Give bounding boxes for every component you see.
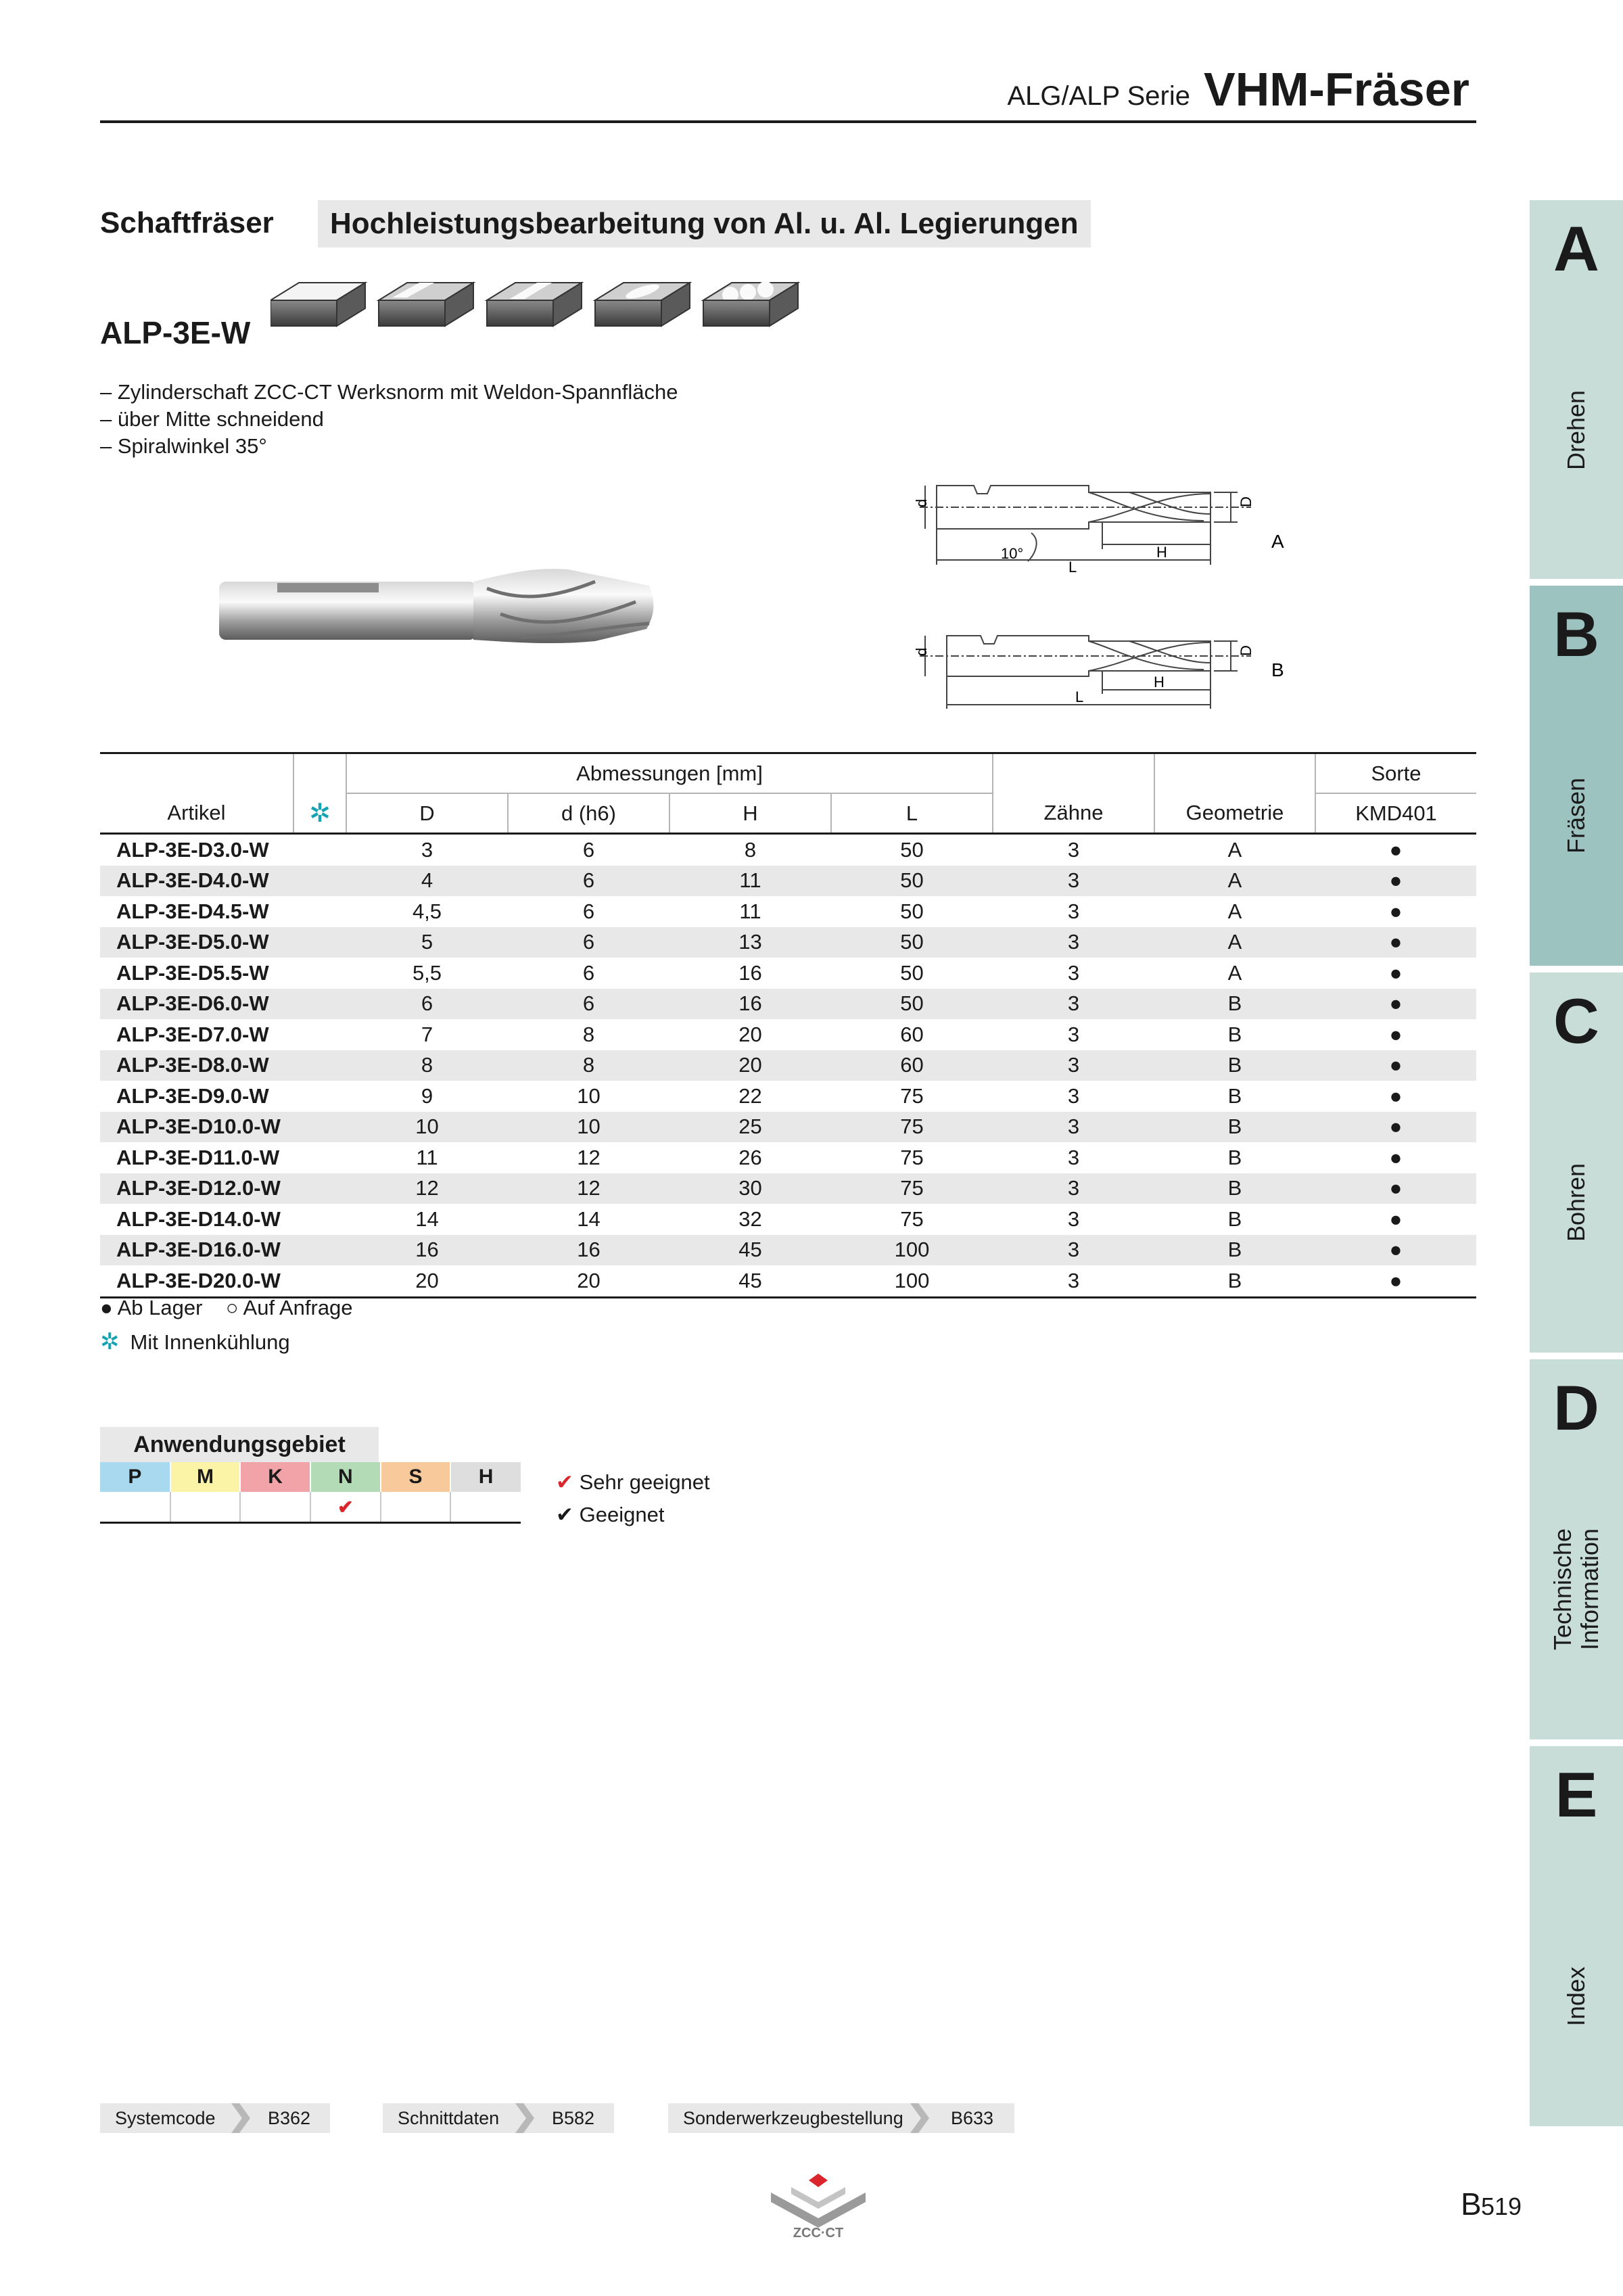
- geometry-cell: A: [1227, 960, 1242, 985]
- tab-letter: C: [1553, 985, 1599, 1056]
- page-title: VHM-Fräser: [1204, 63, 1469, 116]
- teeth-cell: 3: [1067, 837, 1080, 862]
- ref-page: B362: [268, 2108, 311, 2128]
- availability-cell: ●: [1389, 1022, 1403, 1046]
- cooling-cell: [293, 1265, 346, 1297]
- page-section-letter: B: [1461, 2186, 1482, 2222]
- cooling-cell: [293, 1112, 346, 1143]
- zcc-ct-logo: [764, 2164, 872, 2239]
- geometry-b-label: B: [1271, 659, 1284, 680]
- availability-cell: ●: [1315, 1235, 1476, 1266]
- teeth-cell: 3: [1067, 1206, 1080, 1231]
- geometry-cell: B: [1227, 1083, 1242, 1108]
- d-cell: 6: [582, 837, 595, 862]
- dim-D: D: [1238, 645, 1254, 656]
- d-cell: 8: [582, 1022, 595, 1046]
- cooling-cell: [293, 866, 346, 897]
- material-group-n: N: [310, 1462, 381, 1492]
- geometry-cell: A: [1227, 837, 1242, 862]
- H-cell: 22: [738, 1083, 762, 1108]
- pocket-milling-icon: [595, 281, 690, 326]
- table-row: [100, 1142, 1476, 1173]
- D-cell: 4: [346, 866, 508, 897]
- feature-item: – Spiralwinkel 35°: [100, 434, 267, 458]
- category-label: Schaftfräser: [100, 206, 274, 239]
- application-title: Anwendungsgebiet: [100, 1427, 379, 1462]
- L-cell: 50: [900, 899, 924, 923]
- dim-H: H: [1154, 674, 1165, 690]
- cooling-icon: ✲: [293, 793, 346, 834]
- teeth-cell: 3: [993, 1235, 1154, 1266]
- chevron-right-icon: [906, 2103, 933, 2133]
- cooling-cell: [293, 1235, 346, 1266]
- table-row: [100, 834, 1476, 866]
- page-number: 519: [1481, 2193, 1522, 2220]
- d-cell: 16: [508, 1235, 669, 1266]
- table-row: [100, 958, 1476, 989]
- article-cell: ALP-3E-D14.0-W: [116, 1206, 281, 1231]
- col-L: L: [831, 793, 993, 834]
- tab-drehen[interactable]: [1530, 200, 1623, 579]
- ref-sonderwerkzeugbestellung[interactable]: [668, 2103, 1014, 2133]
- geometry-cell: B: [1227, 1145, 1242, 1169]
- suitability-cell: ✔: [310, 1492, 381, 1523]
- table-row: [100, 896, 1476, 927]
- article-cell: ALP-3E-D16.0-W: [100, 1235, 293, 1266]
- D-cell: 5,5: [412, 960, 442, 985]
- table-row: [100, 1235, 1476, 1266]
- H-cell: 11: [739, 899, 761, 923]
- H-cell: 20: [669, 1050, 831, 1081]
- article-cell: ALP-3E-D3.0-W: [116, 837, 269, 862]
- tab-letter: E: [1555, 1759, 1598, 1830]
- availability-cell: ●: [1389, 899, 1403, 923]
- availability-cell: ●: [1315, 866, 1476, 897]
- col-teeth: Zähne: [993, 793, 1154, 834]
- shoulder-milling-icon: [379, 283, 473, 326]
- suitability-cell: [381, 1492, 451, 1523]
- dim-H: H: [1156, 544, 1167, 561]
- article-cell: ALP-3E-D9.0-W: [116, 1083, 269, 1108]
- cooling-cell: [293, 834, 346, 866]
- L-cell: 100: [831, 1265, 993, 1297]
- table-row: [100, 1050, 1476, 1081]
- cooling-legend: [100, 1328, 290, 1355]
- article-cell: ALP-3E-D5.0-W: [100, 927, 293, 958]
- material-grid: [100, 1462, 521, 1524]
- article-cell: ALP-3E-D6.0-W: [100, 989, 293, 1020]
- teeth-cell: 3: [993, 1265, 1154, 1297]
- chevron-right-icon: [511, 2103, 538, 2133]
- geometry-cell: A: [1154, 866, 1315, 897]
- H-cell: 16: [669, 989, 831, 1020]
- geometry-cell: B: [1154, 1173, 1315, 1204]
- dim-L: L: [1068, 559, 1077, 576]
- L-cell: 75: [900, 1145, 924, 1169]
- table-row: [100, 866, 1476, 897]
- availability-cell: ●: [1315, 1050, 1476, 1081]
- d-cell: 12: [577, 1145, 601, 1169]
- tab-label: Drehen: [1562, 390, 1590, 471]
- H-cell: 45: [669, 1265, 831, 1297]
- col-article: Artikel: [100, 793, 293, 834]
- availability-cell: ●: [1389, 837, 1403, 862]
- D-cell: 4,5: [412, 899, 442, 923]
- availability-cell: ●: [1315, 989, 1476, 1020]
- H-cell: 20: [738, 1022, 762, 1046]
- ref-page: B582: [552, 2108, 595, 2128]
- D-cell: 6: [346, 989, 508, 1020]
- material-group-h: H: [450, 1462, 521, 1492]
- dim-d: d: [913, 498, 930, 507]
- geometry-cell: A: [1154, 927, 1315, 958]
- product-name: ALP-3E-W: [100, 315, 251, 350]
- cooling-cell: [293, 958, 346, 989]
- availability-cell: ●: [1389, 1145, 1403, 1169]
- article-cell: ALP-3E-D12.0-W: [100, 1173, 293, 1204]
- col-d: d (h6): [508, 793, 669, 834]
- suitability-cell: [100, 1492, 170, 1523]
- suitability-cell: [450, 1492, 521, 1523]
- article-cell: ALP-3E-D8.0-W: [100, 1050, 293, 1081]
- check-icon-red: ✔: [556, 1470, 573, 1494]
- feature-list: [100, 379, 678, 460]
- ref-systemcode[interactable]: [100, 2103, 330, 2133]
- ref-label: Systemcode: [115, 2108, 216, 2128]
- table-row: [100, 1019, 1476, 1050]
- availability-cell: ●: [1315, 1112, 1476, 1143]
- tab-index[interactable]: [1530, 1746, 1623, 2126]
- legend-request: ○ Auf Anfrage: [225, 1296, 353, 1319]
- teeth-cell: 3: [1067, 899, 1080, 923]
- L-cell: 50: [900, 960, 924, 985]
- L-cell: 75: [831, 1112, 993, 1143]
- D-cell: 10: [346, 1112, 508, 1143]
- geometry-cell: B: [1154, 1265, 1315, 1297]
- d-cell: 6: [508, 927, 669, 958]
- cooling-cell: [293, 1019, 346, 1050]
- D-cell: 14: [415, 1206, 439, 1231]
- dim-D: D: [1238, 496, 1254, 507]
- d-cell: 20: [508, 1265, 669, 1297]
- tab-letter: D: [1553, 1372, 1599, 1443]
- L-cell: 50: [831, 989, 993, 1020]
- d-cell: 12: [508, 1173, 669, 1204]
- ref-schnittdaten[interactable]: [383, 2103, 614, 2133]
- series-label: ALG/ALP Serie: [1007, 81, 1190, 111]
- availability-cell: ●: [1389, 1206, 1403, 1231]
- L-cell: 50: [831, 866, 993, 897]
- col-D: D: [346, 793, 508, 834]
- table-row: [100, 1173, 1476, 1204]
- material-group-s: S: [381, 1462, 451, 1492]
- H-cell: 25: [669, 1112, 831, 1143]
- material-group-m: M: [170, 1462, 241, 1492]
- D-cell: 20: [346, 1265, 508, 1297]
- cooling-icon: ✲: [100, 1329, 120, 1355]
- feature-item: – über Mitte schneidend: [100, 407, 324, 431]
- H-cell: 8: [744, 837, 757, 862]
- tab-label: Fräsen: [1562, 777, 1590, 854]
- teeth-cell: 3: [993, 1173, 1154, 1204]
- article-cell: ALP-3E-D4.5-W: [116, 899, 269, 923]
- suitability-cell: [240, 1492, 310, 1523]
- L-cell: 75: [900, 1206, 924, 1231]
- spec-table: [100, 752, 1476, 1298]
- H-cell: 32: [738, 1206, 762, 1231]
- D-cell: 7: [421, 1022, 433, 1046]
- d-cell: 6: [582, 899, 595, 923]
- cooling-cell: [293, 896, 346, 927]
- table-row: [100, 1112, 1476, 1143]
- grade-header: Sorte: [1315, 753, 1476, 794]
- L-cell: 100: [831, 1235, 993, 1266]
- tab-label: Technische Information: [1549, 1528, 1603, 1651]
- teeth-cell: 3: [993, 866, 1154, 897]
- feature-item: – Zylinderschaft ZCC-CT Werksnorm mit Weldon-Spannfläche: [100, 380, 678, 404]
- material-group-p: P: [100, 1462, 170, 1492]
- legend-stock: ● Ab Lager: [100, 1296, 203, 1319]
- teeth-cell: 3: [993, 989, 1154, 1020]
- tab-bohren[interactable]: [1530, 973, 1623, 1353]
- availability-legend: [100, 1296, 353, 1320]
- dim-angle: 10°: [1001, 545, 1024, 562]
- drawing-geometry-a: [906, 473, 1285, 595]
- application-banner: Hochleistungsbearbeitung von Al. u. Al. Legierungen: [318, 200, 1091, 248]
- D-cell: 9: [421, 1083, 433, 1108]
- tab-fraesen[interactable]: [1530, 586, 1623, 966]
- table-row: [100, 1265, 1476, 1297]
- chevron-right-icon: [227, 2103, 254, 2133]
- ref-label: Schnittdaten: [398, 2108, 500, 2128]
- article-cell: ALP-3E-D11.0-W: [116, 1145, 280, 1169]
- col-geometry: Geometrie: [1154, 793, 1315, 834]
- D-cell: 3: [421, 837, 433, 862]
- geometry-cell: B: [1154, 1112, 1315, 1143]
- teeth-cell: 3: [993, 1112, 1154, 1143]
- tab-letter: A: [1553, 213, 1599, 284]
- L-cell: 60: [831, 1050, 993, 1081]
- D-cell: 8: [346, 1050, 508, 1081]
- d-cell: 10: [577, 1083, 601, 1108]
- material-group-k: K: [240, 1462, 310, 1492]
- tool-photo: [216, 561, 663, 656]
- table-row: [100, 989, 1476, 1020]
- ref-label: Sonderwerkzeugbestellung: [683, 2108, 903, 2128]
- table-row: [100, 1204, 1476, 1235]
- article-cell: ALP-3E-D7.0-W: [116, 1022, 269, 1046]
- cooling-cell: [293, 1050, 346, 1081]
- tab-letter: B: [1553, 599, 1599, 670]
- geometry-cell: B: [1227, 1206, 1242, 1231]
- d-cell: 6: [508, 989, 669, 1020]
- geometry-cell: B: [1154, 1050, 1315, 1081]
- geometry-cell: A: [1227, 899, 1242, 923]
- teeth-cell: 3: [1067, 960, 1080, 985]
- L-cell: 50: [900, 837, 924, 862]
- dimensions-header: Abmessungen [mm]: [346, 753, 993, 794]
- d-cell: 10: [508, 1112, 669, 1143]
- ref-page: B633: [951, 2108, 994, 2128]
- geometry-cell: B: [1154, 1235, 1315, 1266]
- d-cell: 14: [577, 1206, 601, 1231]
- col-H: H: [669, 793, 831, 834]
- tab-label: Index: [1562, 1966, 1590, 2027]
- teeth-cell: 3: [993, 1050, 1154, 1081]
- article-cell: ALP-3E-D10.0-W: [100, 1112, 293, 1143]
- availability-cell: ●: [1315, 927, 1476, 958]
- teeth-cell: 3: [1067, 1022, 1080, 1046]
- cooling-cell: [293, 1142, 346, 1173]
- L-cell: 75: [900, 1083, 924, 1108]
- table-row: [100, 1081, 1476, 1112]
- cooling-cell: [293, 1204, 346, 1235]
- D-cell: 12: [346, 1173, 508, 1204]
- logo-text: ZCC·CT: [793, 2226, 844, 2239]
- legend-suitable: Geeignet: [579, 1503, 665, 1526]
- H-cell: 30: [669, 1173, 831, 1204]
- article-cell: ALP-3E-D20.0-W: [100, 1265, 293, 1297]
- suitability-legend: [556, 1466, 710, 1531]
- operation-icons: [270, 272, 805, 350]
- teeth-cell: 3: [993, 927, 1154, 958]
- cooling-cell: [293, 1173, 346, 1204]
- d-cell: 6: [508, 866, 669, 897]
- availability-cell: ●: [1389, 1083, 1403, 1108]
- geometry-cell: B: [1154, 989, 1315, 1020]
- cooling-cell: [293, 1081, 346, 1112]
- dim-d: d: [913, 647, 930, 656]
- teeth-cell: 3: [1067, 1145, 1080, 1169]
- suitability-cell: [170, 1492, 241, 1523]
- L-cell: 60: [900, 1022, 924, 1046]
- drawing-geometry-b: [906, 622, 1285, 724]
- D-cell: 16: [346, 1235, 508, 1266]
- tab-label: Bohren: [1562, 1163, 1590, 1242]
- L-cell: 50: [831, 927, 993, 958]
- plunge-milling-icon: [703, 281, 798, 326]
- H-cell: 13: [669, 927, 831, 958]
- availability-cell: ●: [1315, 1265, 1476, 1297]
- slot-milling-icon: [487, 283, 582, 326]
- teeth-cell: 3: [1067, 1083, 1080, 1108]
- H-cell: 26: [738, 1145, 762, 1169]
- legend-cooling: Mit Innenkühlung: [130, 1330, 290, 1354]
- cooling-cell: [293, 927, 346, 958]
- dim-L: L: [1075, 688, 1084, 705]
- geometry-cell: B: [1227, 1022, 1242, 1046]
- availability-cell: ●: [1315, 1173, 1476, 1204]
- d-cell: 6: [582, 960, 595, 985]
- col-grade: KMD401: [1315, 793, 1476, 834]
- L-cell: 75: [831, 1173, 993, 1204]
- table-row: [100, 927, 1476, 958]
- article-cell: ALP-3E-D4.0-W: [100, 866, 293, 897]
- d-cell: 8: [508, 1050, 669, 1081]
- availability-cell: ●: [1389, 960, 1403, 985]
- article-cell: ALP-3E-D5.5-W: [116, 960, 269, 985]
- H-cell: 16: [738, 960, 762, 985]
- legend-very-suitable: Sehr geeignet: [579, 1470, 710, 1494]
- face-milling-icon: [270, 283, 365, 326]
- D-cell: 11: [416, 1145, 438, 1169]
- header-rule: [100, 120, 1476, 123]
- tab-technische-information[interactable]: [1530, 1359, 1623, 1739]
- check-icon: ✔: [556, 1503, 573, 1526]
- geometry-a-label: A: [1271, 531, 1284, 552]
- cooling-cell: [293, 989, 346, 1020]
- H-cell: 11: [669, 866, 831, 897]
- H-cell: 45: [669, 1235, 831, 1266]
- D-cell: 5: [346, 927, 508, 958]
